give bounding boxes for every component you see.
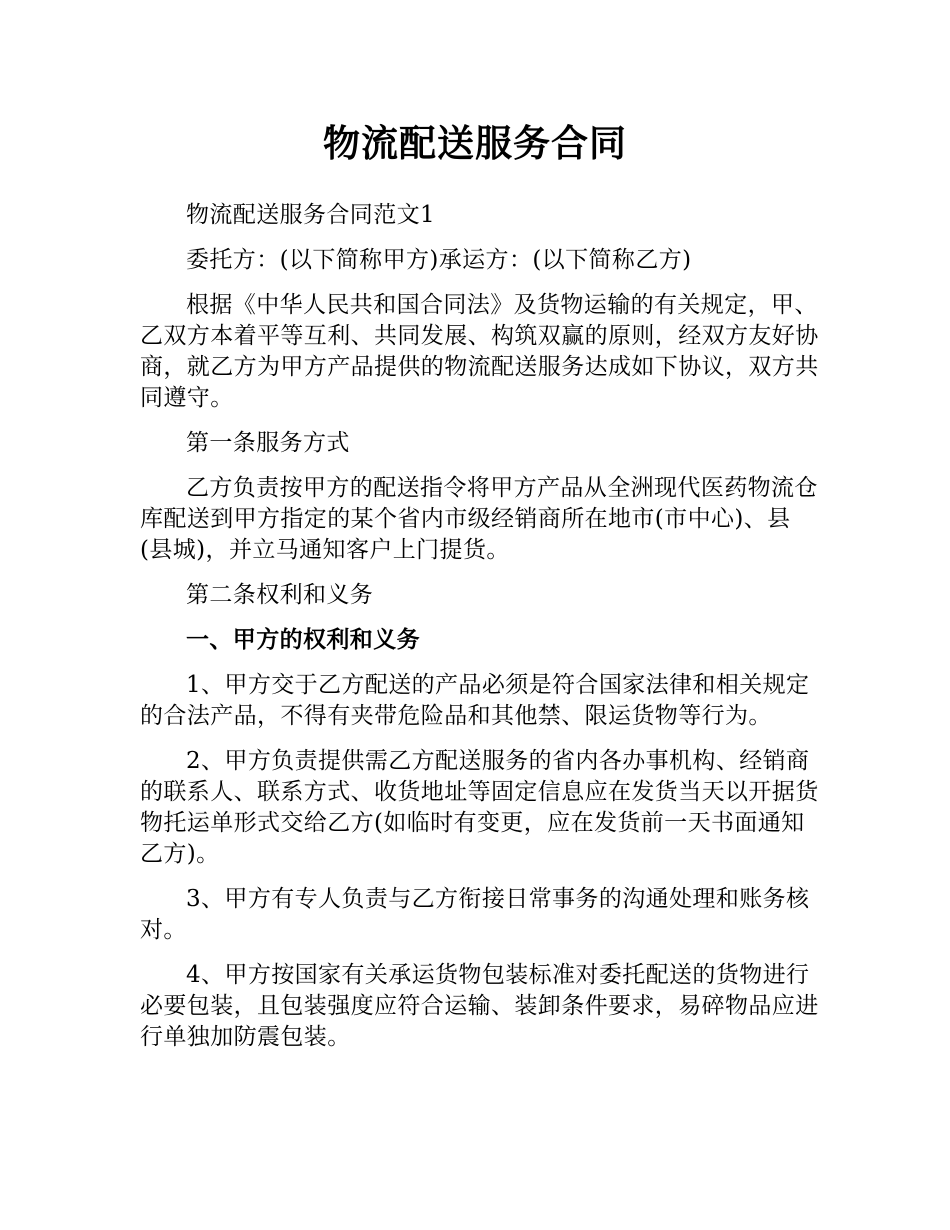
- list-item: 3、甲方有专人负责与乙方衔接日常事务的沟通处理和账务核对。: [140, 886, 810, 943]
- section-heading: 第一条服务方式: [186, 430, 350, 456]
- paragraph: 乙方负责按甲方的配送指令将甲方产品从全洲现代医药物流仓库配送到甲方指定的某个省内市级经销商所在地市(市中心)、县(县城)，并立马通知客户上门提货。: [140, 475, 818, 563]
- list-item: 4、甲方按国家有关承运货物包装标准对委托配送的货物进行必要包装，且包装强度应符合运输、装卸条件要求，易碎物品应进行单独加防震包装。: [140, 962, 819, 1050]
- paragraph: 物流配送服务合同范文1: [186, 202, 436, 228]
- paragraph: 委托方：(以下简称甲方)承运方：(以下简称乙方): [186, 247, 692, 273]
- paragraph: 根据《中华人民共和国合同法》及货物运输的有关规定，甲、乙双方本着平等互利、共同发展、构筑双赢的原则，经双方友好协商，就乙方为甲方产品提供的物流配送服务达成如下协议，双方共同遵守。: [140, 292, 819, 411]
- list-item: 1、甲方交于乙方配送的产品必须是符合国家法律和相关规定的合法产品，不得有夹带危险品和其他禁、限运货物等行为。: [140, 672, 810, 729]
- list-item: 2、甲方负责提供需乙方配送服务的省内各办事机构、经销商的联系人、联系方式、收货地址等固定信息应在发货当天以开据货物托运单形式交给乙方(如临时有变更，应在发货前一天书面通知乙方)。: [140, 748, 819, 867]
- document-body: [140, 200, 820, 1067]
- section-heading: 第二条权利和义务: [186, 582, 374, 608]
- subsection-heading: 一、甲方的权利和义务: [186, 627, 420, 653]
- document-title: 物流配送服务合同: [323, 121, 627, 165]
